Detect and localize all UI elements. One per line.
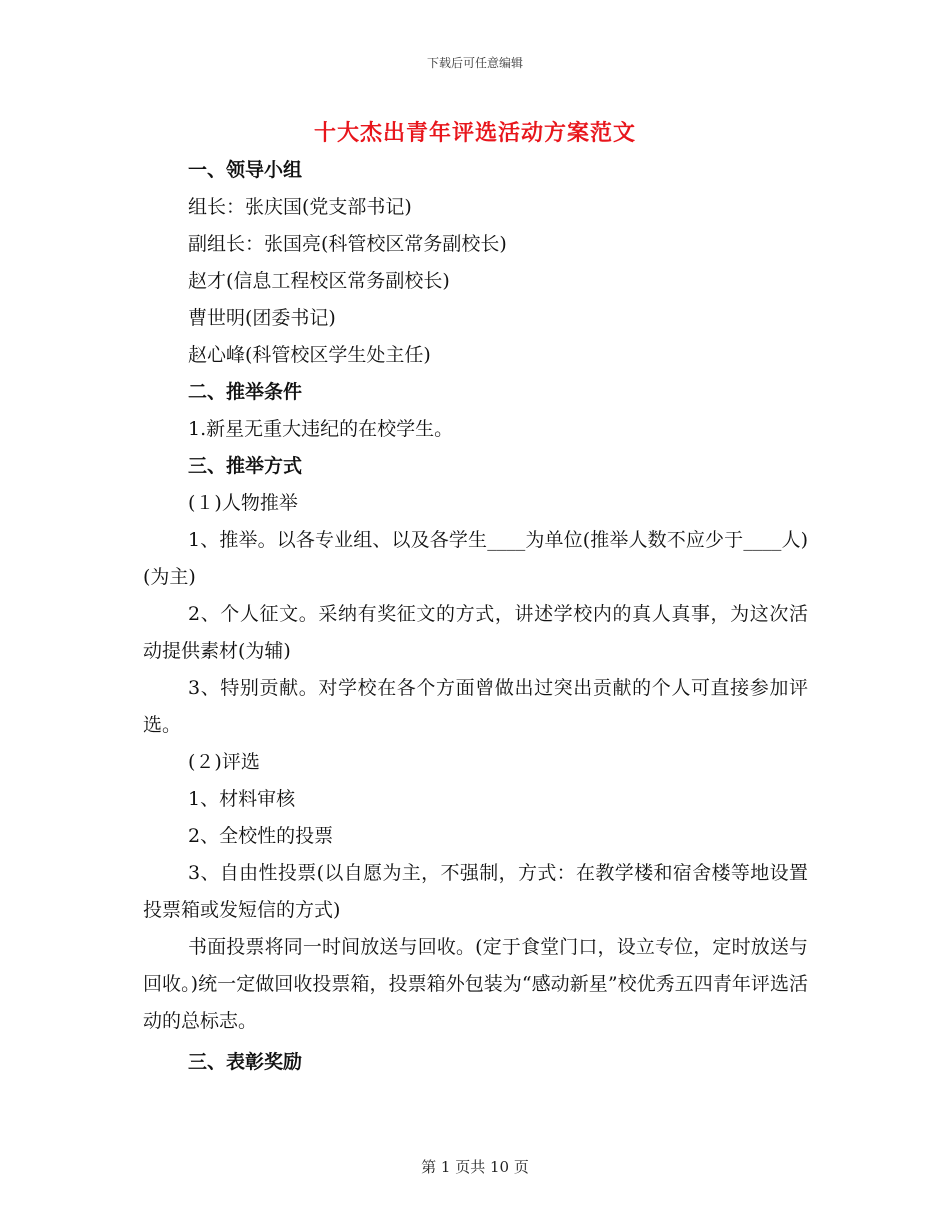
- selection-item: 1、材料审核: [188, 788, 296, 810]
- member-line: 组长：张庆国(党支部书记): [188, 196, 412, 218]
- paragraph-written-vote: 书面投票将同一时间放送与回收。(定于食堂门口，设立专位，定时放送与回收。)统一定做回收投票箱，投票箱外包装为“感动新星”校优秀五四青年评选活动的总标志。: [143, 936, 808, 1032]
- selection-item: 2、全校性的投票: [188, 825, 334, 847]
- member-line: 曹世明(团委书记): [188, 307, 336, 329]
- document-title: 十大杰出青年评选活动方案范文: [313, 120, 636, 146]
- section-heading-conditions: 二、推举条件: [188, 381, 303, 403]
- condition-item: 1.新星无重大违纪的在校学生。: [188, 418, 454, 440]
- subsection-label-selection: (２)评选: [188, 751, 260, 773]
- member-line: 赵才(信息工程校区常务副校长): [188, 270, 450, 292]
- paragraph-free-vote: 3、自由性投票(以自愿为主，不强制，方式：在教学楼和宿舍楼等地设置投票箱或发短信的方式): [143, 862, 808, 921]
- section-heading-leadership: 一、领导小组: [188, 159, 303, 181]
- section-heading-method: 三、推举方式: [188, 455, 303, 477]
- page-footer: 第 1 页共 10 页: [421, 1158, 529, 1176]
- subsection-label-nomination: (１)人物推举: [188, 492, 298, 514]
- paragraph-contribution: 3、特别贡献。对学校在各个方面曾做出过突出贡献的个人可直接参加评选。: [143, 677, 808, 736]
- paragraph-essay: 2、个人征文。采纳有奖征文的方式，讲述学校内的真人真事，为这次活动提供素材(为辅): [143, 603, 808, 662]
- document-body: [143, 152, 808, 1081]
- member-line: 副组长：张国亮(科管校区常务副校长): [188, 233, 507, 255]
- header-note: 下载后可任意编辑: [426, 56, 523, 70]
- member-line: 赵心峰(科管校区学生处主任): [188, 344, 431, 366]
- section-heading-awards: 三、表彰奖励: [188, 1051, 303, 1073]
- paragraph-nomination: 1、推举。以各专业组、以及各学生____为单位(推举人数不应少于____人)(为主): [143, 529, 808, 588]
